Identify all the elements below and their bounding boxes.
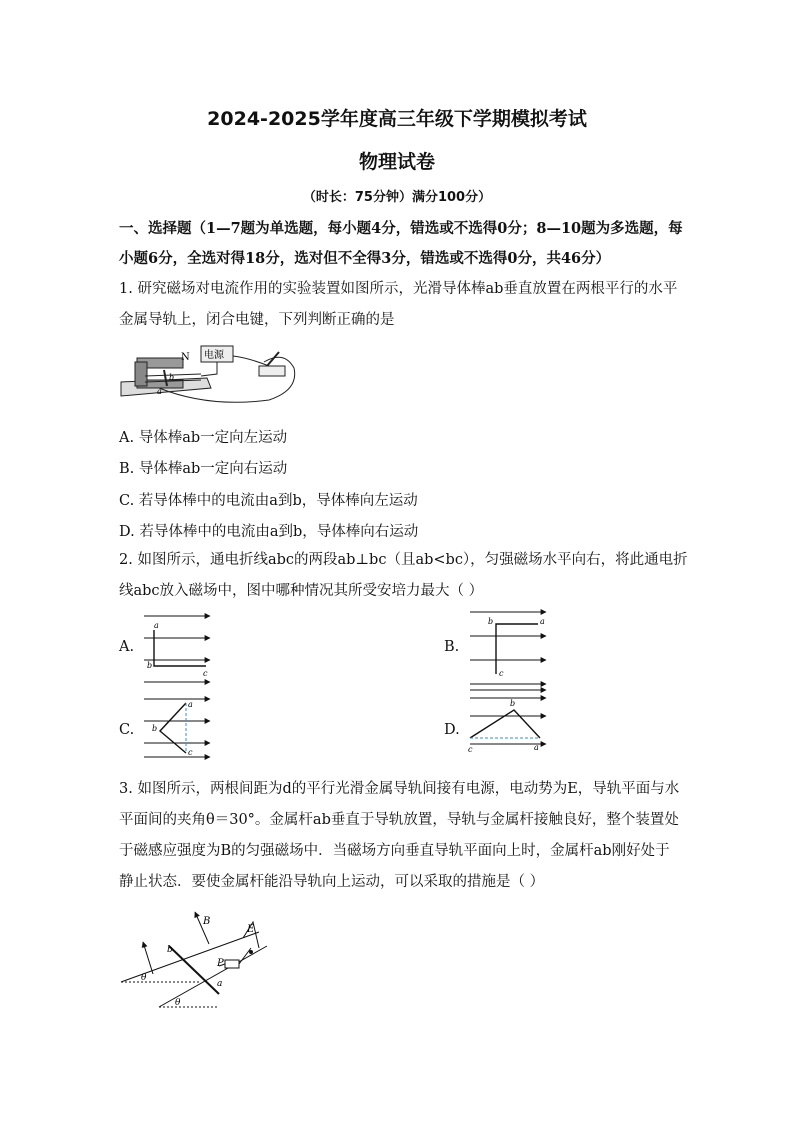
q1-line1: 1. 研究磁场对电流作用的实验装置如图所示，光滑导体棒ab垂直放置在两根平行的水平 (119, 281, 678, 297)
q3-fig-p-label: P (217, 958, 224, 969)
q2b-c-label: c (499, 669, 504, 678)
exam-info: （时长：75分钟）满分100分） (302, 190, 492, 205)
q2-figure-d (466, 682, 552, 754)
q2-option-c[interactable]: C. (119, 722, 135, 738)
exam-subtitle: 物理试卷 (358, 151, 435, 173)
q1-fig-b-label: b (169, 373, 175, 382)
q2d-b-label: b (510, 699, 516, 708)
q2a-b-label: b (147, 661, 153, 670)
q2c-b-label: b (152, 724, 158, 733)
q2-figure-c (140, 693, 220, 763)
q3-line4: 静止状态．要使金属杆能沿导轨向上运动，可以采取的措施是（ ） (119, 874, 545, 890)
q1-option-d[interactable]: D. 若导体棒中的电流由a到b，导体棒向右运动 (119, 524, 419, 540)
q2d-a-label: a (534, 743, 539, 752)
q3-line2: 平面间的夹角θ＝30°。金属杆ab垂直于导轨放置，导轨与金属杆接触良好，整个装置处 (119, 812, 679, 828)
q2-line2: 线abc放入磁场中，图中哪种情况其所受安培力最大（ ） (119, 583, 484, 599)
q2b-b-label: b (488, 617, 494, 626)
q2-figure-a (140, 606, 220, 688)
section1-line1: 一、选择题（1—7题为单选题，每小题4分，错选或不选得0分；8—10题为多选题，每 (119, 220, 683, 237)
q2d-c-label: c (468, 745, 473, 754)
q2c-c-label: c (188, 748, 193, 757)
q1-option-c[interactable]: C. 若导体棒中的电流由a到b，导体棒向左运动 (119, 493, 418, 509)
section1-line2: 小题6分，全选对得18分，选对但不全得3分，错选或不选得0分，共46分） (119, 250, 611, 267)
q2c-a-label: a (188, 700, 193, 709)
q1-fig-a-label: a (157, 387, 162, 396)
q2a-a-label: a (154, 621, 159, 630)
q2-option-a[interactable]: A. (119, 639, 135, 655)
q2-line1: 2. 如图所示，通电折线abc的两段ab⊥bc（且ab<bc），匀强磁场水平向右，将此通电折 (119, 552, 688, 568)
exam-title: 2024-2025学年度高三年级下学期模拟考试 (207, 108, 587, 130)
q1-fig-power-label: 电源 (204, 350, 224, 361)
q3-fig-b-field-label: B (203, 916, 211, 927)
q3-fig-e-label: E (247, 924, 255, 935)
q2-option-d[interactable]: D. (444, 722, 460, 738)
q1-option-a[interactable]: A. 导体棒ab一定向左运动 (119, 430, 288, 446)
q1-fig-n-label: N (181, 352, 190, 363)
q3-line1: 3. 如图所示，两根间距为d的平行光滑金属导轨间接有电源，电动势为E，导轨平面与水 (119, 781, 680, 797)
q3-fig-b-label: b (167, 945, 173, 955)
q3-figure (119, 902, 279, 1014)
q2b-a-label: a (540, 617, 545, 626)
q1-line2: 金属导轨上，闭合电键，下列判断正确的是 (119, 312, 395, 328)
q1-figure (119, 338, 299, 408)
q3-fig-a-label: a (217, 979, 223, 989)
q3-line3: 于磁感应强度为B的匀强磁场中．当磁场方向垂直导轨平面向上时，金属杆ab刚好处于 (119, 843, 670, 859)
q3-fig-theta1-label: θ (141, 973, 147, 983)
q2a-c-label: c (203, 669, 208, 678)
q1-option-b[interactable]: B. 导体棒ab一定向右运动 (119, 461, 288, 477)
q3-fig-theta2-label: θ (175, 998, 181, 1008)
q2-option-b[interactable]: B. (444, 639, 460, 655)
